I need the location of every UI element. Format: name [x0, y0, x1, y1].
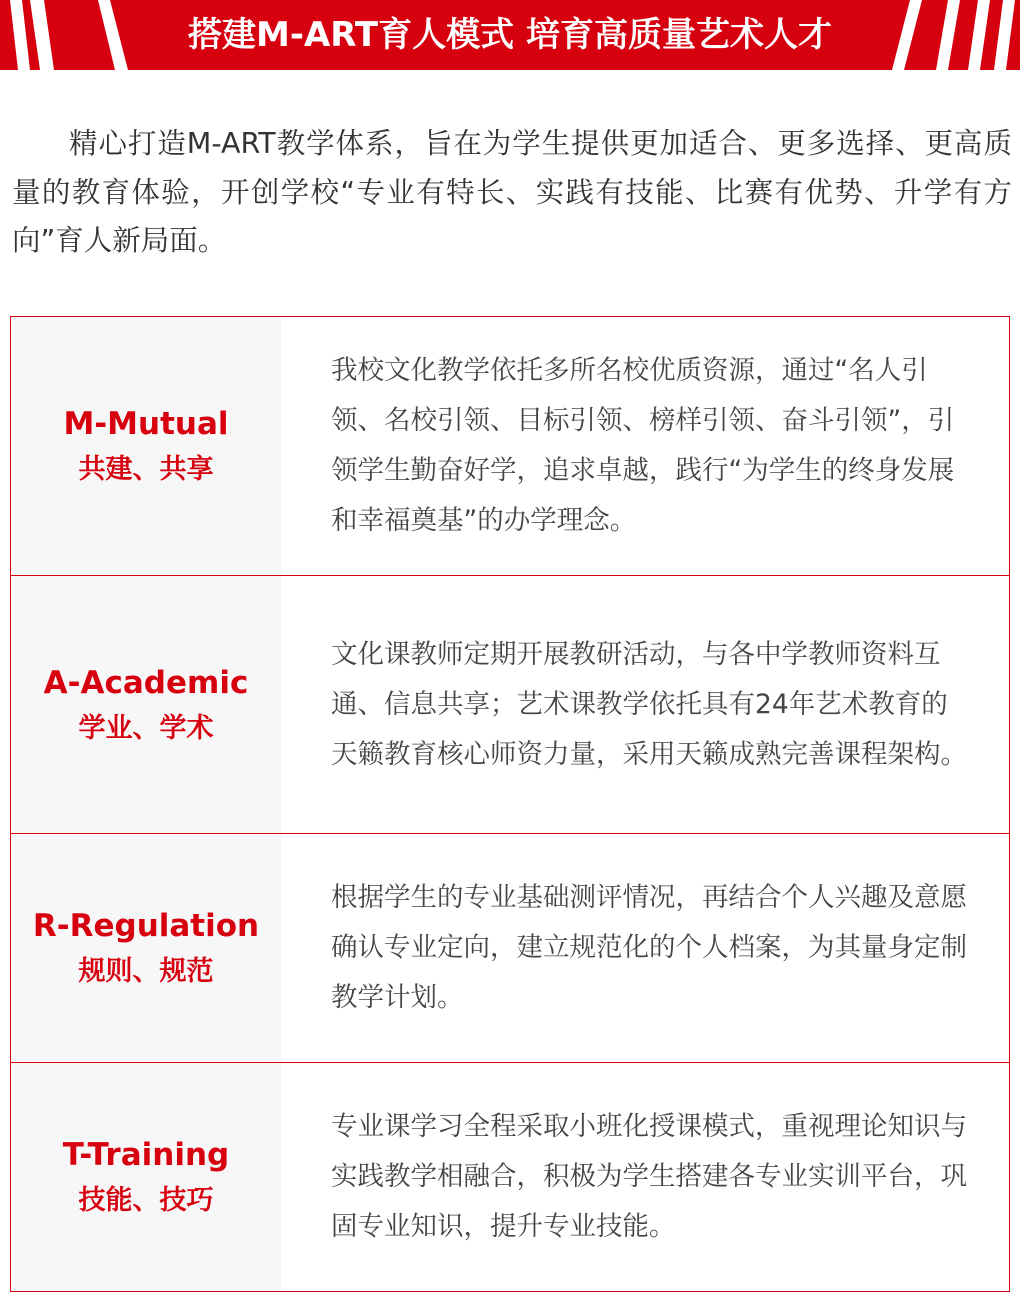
- row-title-cn: 技能、技巧: [78, 1185, 214, 1216]
- mart-table: [10, 316, 1010, 1292]
- row-heading: [11, 1063, 281, 1291]
- row-description: 我校文化教学依托多所名校优质资源，通过“名人引领、名校引领、目标引领、榜样引领、奋斗引领”，引领学生勤奋好学，追求卓越，践行“为学生的终身发展和幸福奠基”的办学理念。: [331, 355, 955, 536]
- table-row: [11, 317, 1009, 575]
- row-heading: [11, 576, 281, 833]
- row-description: 文化课教师定期开展教研活动，与各中学教师资料互通、信息共享；艺术课教学依托具有24年艺术教育的天籁教育核心师资力量，采用天籁成熟完善课程架构。: [331, 638, 967, 770]
- row-description: 根据学生的专业基础测评情况，再结合个人兴趣及意愿确认专业定向，建立规范化的个人档案，为其量身定制教学计划。: [331, 882, 967, 1013]
- row-title-cn: 规则、规范: [78, 956, 214, 987]
- row-title-cn: 共建、共享: [78, 454, 214, 485]
- row-title-en: M-Mutual: [63, 406, 229, 442]
- intro-paragraph: 精心打造M-ART教学体系，旨在为学生提供更加适合、更多选择、更高质量的教育体验，开创学校“专业有特长、实践有技能、比赛有优势、升学有方向”育人新局面。: [12, 127, 1012, 257]
- row-title-en: T-Training: [62, 1137, 230, 1173]
- table-row: [11, 575, 1009, 833]
- page-title: 搭建M-ART育人模式 培育高质量艺术人才: [188, 15, 832, 55]
- table-row: [11, 1062, 1009, 1291]
- row-heading: [11, 317, 281, 575]
- row-title-cn: 学业、学术: [78, 712, 214, 744]
- table-row: [11, 833, 1009, 1062]
- row-description: 专业课学习全程采取小班化授课模式，重视理论知识与实践教学相融合，积极为学生搭建各专业实训平台，巩固专业知识，提升专业技能。: [331, 1111, 967, 1242]
- row-title-en: A-Academic: [43, 664, 249, 701]
- row-title-en: R-Regulation: [32, 908, 260, 944]
- row-heading: [11, 834, 281, 1062]
